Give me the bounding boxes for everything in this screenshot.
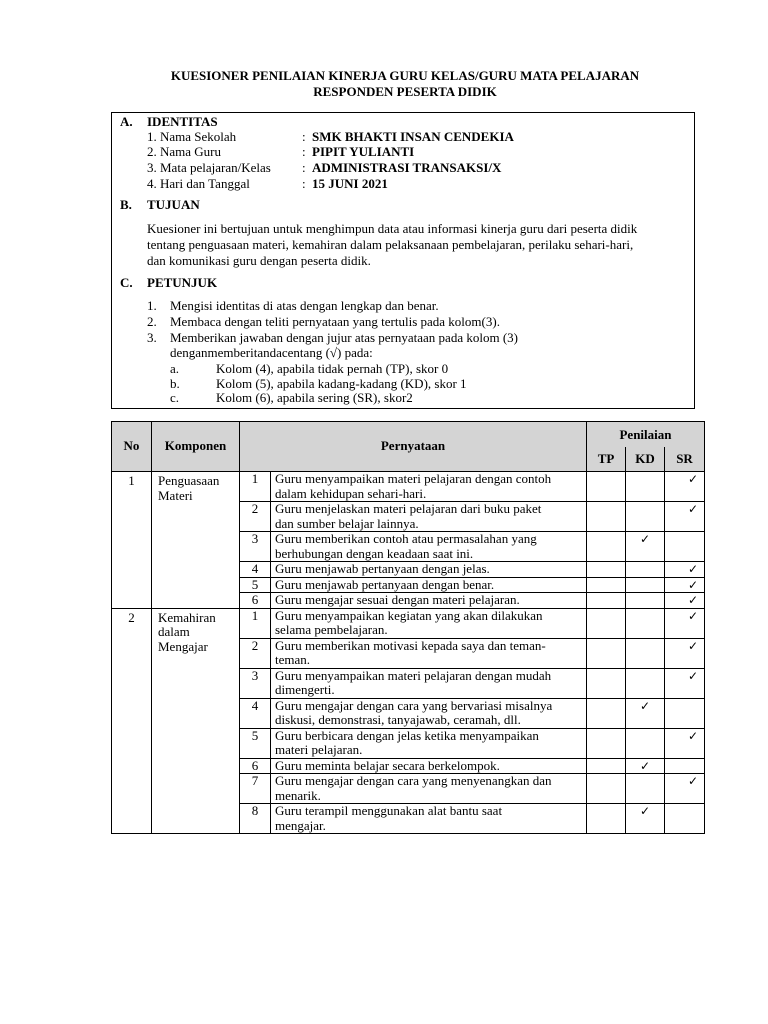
pernyataan-cell <box>240 577 587 593</box>
section-letter-a: A. <box>120 114 133 129</box>
rating-sr-cell: ✓ <box>665 472 705 502</box>
identitas-label: 4. Hari dan Tanggal <box>147 176 250 191</box>
header-penilaian: Penilaian <box>587 422 705 447</box>
rating-kd-cell <box>626 472 665 502</box>
statement-line: Guru menyampaikan materi pelajaran dengan mudah <box>275 667 552 683</box>
tujuan-line: tentang penguasaan materi, kemahiran dalam pelaksanaan pembelajaran, perilaku sehari-hari, <box>147 237 634 252</box>
statement-number: 8 <box>240 804 271 833</box>
rating-tp-cell <box>587 758 626 774</box>
identitas-value-tanggal: 15 JUNI 2021 <box>312 176 388 191</box>
rating-kd-cell <box>626 593 665 609</box>
statement-text <box>271 774 556 803</box>
statement-text <box>271 472 555 501</box>
statement-number: 5 <box>240 578 271 593</box>
statement-number: 4 <box>240 562 271 577</box>
komponen-line: Kemahiran <box>158 609 216 625</box>
rating-sr-cell: ✓ <box>665 668 705 698</box>
statement-text <box>271 609 547 638</box>
statement-number: 1 <box>240 609 271 638</box>
table-row <box>112 472 705 502</box>
group-komponen <box>152 608 240 834</box>
statement-number: 2 <box>240 639 271 668</box>
komponen-line: Penguasaan <box>158 473 220 488</box>
rating-sr-cell: ✓ <box>665 774 705 804</box>
rating-tp-cell <box>587 472 626 502</box>
pernyataan-cell <box>240 698 587 728</box>
rating-sr-cell <box>665 758 705 774</box>
rating-kd-cell <box>626 638 665 668</box>
header-tp: TP <box>587 447 626 472</box>
petunjuk-item-number: 1. <box>147 298 157 313</box>
section-heading-identitas: IDENTITAS <box>147 114 218 129</box>
petunjuk-sub-text: Kolom (6), apabila sering (SR), skor2 <box>216 390 413 405</box>
rating-tp-cell <box>587 774 626 804</box>
statement-line: Guru mengajar dengan cara yang menyenangkan dan <box>275 773 552 788</box>
statement-line: Guru terampil menggunakan alat bantu saat <box>275 803 503 818</box>
rating-tp-cell <box>587 562 626 578</box>
rating-sr-cell: ✓ <box>665 502 705 532</box>
statement-line: diskusi, demonstrasi, tanyajawab, ceramah, dll. <box>275 712 521 727</box>
statement-text <box>271 804 506 833</box>
pernyataan-cell <box>240 502 587 532</box>
statement-line: dalam kehidupan sehari-hari. <box>275 485 427 501</box>
rating-kd-cell: ✓ <box>626 804 665 834</box>
statement-line: menarik. <box>275 787 321 803</box>
rating-kd-cell <box>626 502 665 532</box>
rating-sr-cell <box>665 698 705 728</box>
identitas-sep: : <box>302 160 306 175</box>
statement-number: 5 <box>240 729 271 758</box>
pernyataan-cell <box>240 562 587 578</box>
statement-number: 6 <box>240 593 271 608</box>
section-heading-petunjuk: PETUNJUK <box>147 275 218 290</box>
petunjuk-item-continuation: denganmemberitandacentang (√) pada: <box>170 345 373 360</box>
petunjuk-sub-text: Kolom (4), apabila tidak pernah (TP), skor 0 <box>216 361 449 376</box>
rating-kd-cell <box>626 577 665 593</box>
rating-kd-cell: ✓ <box>626 532 665 562</box>
rating-kd-cell: ✓ <box>626 698 665 728</box>
statement-text <box>271 593 524 608</box>
statement-line: selama pembelajaran. <box>275 622 388 637</box>
document-title-line-2: RESPONDEN PESERTA DIDIK <box>313 84 497 99</box>
pernyataan-cell <box>240 774 587 804</box>
petunjuk-sub-text: Kolom (5), apabila kadang-kadang (KD), skor 1 <box>216 376 467 391</box>
petunjuk-item-text: Membaca dengan teliti pernyataan yang tertulis pada kolom(3). <box>170 314 500 329</box>
rating-tp-cell <box>587 804 626 834</box>
rating-kd-cell: ✓ <box>626 758 665 774</box>
header-no: No <box>112 422 152 472</box>
petunjuk-sub-letter: b. <box>170 376 180 391</box>
pernyataan-cell <box>240 728 587 758</box>
statement-line: dimengerti. <box>275 682 335 697</box>
statement-line: Guru menjelaskan materi pelajaran dari buku paket <box>275 501 542 516</box>
section-letter-b: B. <box>120 197 132 212</box>
section-letter-c: C. <box>120 275 133 290</box>
statement-line: Guru mengajar dengan cara yang bervariasi misalnya <box>275 697 553 713</box>
rating-tp-cell <box>587 728 626 758</box>
rating-kd-cell <box>626 774 665 804</box>
pernyataan-cell <box>240 593 587 609</box>
identitas-label: 2. Nama Guru <box>147 144 222 159</box>
pernyataan-cell <box>240 758 587 774</box>
statement-line: Guru menyampaikan materi pelajaran dengan contoh <box>275 471 552 486</box>
section-heading-tujuan: TUJUAN <box>147 197 200 212</box>
statement-line: teman. <box>275 652 311 667</box>
rating-tp-cell <box>587 638 626 668</box>
group-number: 1 <box>112 472 152 609</box>
statement-line: dan sumber belajar lainnya. <box>275 515 419 531</box>
statement-text <box>271 578 498 593</box>
info-box <box>111 112 695 409</box>
statement-number: 1 <box>240 472 271 501</box>
pernyataan-cell <box>240 532 587 562</box>
petunjuk-item-text: Mengisi identitas di atas dengan lengkap dan benar. <box>170 298 439 313</box>
statement-text <box>271 699 556 728</box>
komponen-line: Materi <box>158 487 193 503</box>
statement-number: 7 <box>240 774 271 803</box>
identitas-sep: : <box>302 176 306 191</box>
statement-line: Guru memberikan contoh atau permasalahan yang <box>275 531 537 546</box>
group-komponen <box>152 472 240 609</box>
identitas-value-mapel: ADMINISTRASI TRANSAKSI/X <box>312 160 502 175</box>
rating-tp-cell <box>587 668 626 698</box>
statement-line: Guru mengajar sesuai dengan materi pelajaran. <box>275 592 520 607</box>
tujuan-line: Kuesioner ini bertujuan untuk menghimpun data atau informasi kinerja guru dari peserta didik <box>147 221 638 236</box>
statement-text <box>271 532 541 561</box>
statement-number: 2 <box>240 502 271 531</box>
header-sr: SR <box>665 447 705 472</box>
rating-sr-cell: ✓ <box>665 562 705 578</box>
rating-kd-cell <box>626 608 665 638</box>
statement-line: Guru menjawab pertanyaan dengan jelas. <box>275 561 490 576</box>
rating-kd-cell <box>626 562 665 578</box>
questionnaire-table <box>111 421 705 834</box>
rating-sr-cell <box>665 532 705 562</box>
komponen-line: Mengajar <box>158 638 208 654</box>
rating-tp-cell <box>587 698 626 728</box>
petunjuk-item-number: 2. <box>147 314 157 329</box>
document-title-line-1: KUESIONER PENILAIAN KINERJA GURU KELAS/GURU MATA PELAJARAN <box>170 68 640 83</box>
pernyataan-cell <box>240 472 587 502</box>
tujuan-line: dan komunikasi guru dengan peserta didik. <box>147 253 371 268</box>
rating-tp-cell <box>587 532 626 562</box>
rating-tp-cell <box>587 577 626 593</box>
rating-sr-cell: ✓ <box>665 608 705 638</box>
statement-number: 3 <box>240 669 271 698</box>
statement-text <box>271 502 545 531</box>
statement-number: 6 <box>240 759 271 774</box>
petunjuk-sub-letter: c. <box>170 390 180 405</box>
identitas-label: 1. Nama Sekolah <box>147 129 237 144</box>
header-kd: KD <box>626 447 665 472</box>
identitas-label: 3. Mata pelajaran/Kelas <box>147 160 271 175</box>
identitas-value-sekolah: SMK BHAKTI INSAN CENDEKIA <box>312 129 514 144</box>
identitas-sep: : <box>302 129 306 144</box>
rating-kd-cell <box>626 728 665 758</box>
pernyataan-cell <box>240 638 587 668</box>
petunjuk-item-number: 3. <box>147 330 157 345</box>
statement-line: materi pelajaran. <box>275 742 363 757</box>
identitas-value-guru: PIPIT YULIANTI <box>312 144 415 159</box>
statement-line: Guru menyampaikan kegiatan yang akan dilakukan <box>275 607 543 623</box>
identitas-sep: : <box>302 144 306 159</box>
rating-sr-cell <box>665 804 705 834</box>
group-number: 2 <box>112 608 152 834</box>
statement-text <box>271 759 504 774</box>
rating-tp-cell <box>587 502 626 532</box>
rating-sr-cell: ✓ <box>665 728 705 758</box>
statement-text <box>271 669 555 698</box>
statement-text <box>271 729 543 758</box>
pernyataan-cell <box>240 608 587 638</box>
rating-sr-cell: ✓ <box>665 577 705 593</box>
statement-line: Guru meminta belajar secara berkelompok. <box>275 757 500 773</box>
rating-kd-cell <box>626 668 665 698</box>
statement-line: mengajar. <box>275 817 326 833</box>
petunjuk-item-text: Memberikan jawaban dengan jujur atas pernyataan pada kolom (3) <box>170 330 518 345</box>
statement-line: Guru memberikan motivasi kepada saya dan teman- <box>275 637 546 653</box>
statement-text <box>271 639 550 668</box>
statement-text <box>271 562 494 577</box>
header-komponen: Komponen <box>152 422 240 472</box>
komponen-line: dalam <box>158 624 190 639</box>
header-pernyataan: Pernyataan <box>240 422 587 472</box>
pernyataan-cell <box>240 804 587 834</box>
statement-number: 4 <box>240 699 271 728</box>
rating-sr-cell: ✓ <box>665 638 705 668</box>
statement-line: Guru berbicara dengan jelas ketika menyampaikan <box>275 727 539 743</box>
rating-tp-cell <box>587 593 626 609</box>
table-row <box>112 608 705 638</box>
rating-tp-cell <box>587 608 626 638</box>
statement-line: Guru menjawab pertanyaan dengan benar. <box>275 576 495 592</box>
statement-number: 3 <box>240 532 271 561</box>
petunjuk-sub-letter: a. <box>170 361 180 376</box>
statement-line: berhubungan dengan keadaan saat ini. <box>275 545 474 561</box>
pernyataan-cell <box>240 668 587 698</box>
rating-sr-cell: ✓ <box>665 593 705 609</box>
